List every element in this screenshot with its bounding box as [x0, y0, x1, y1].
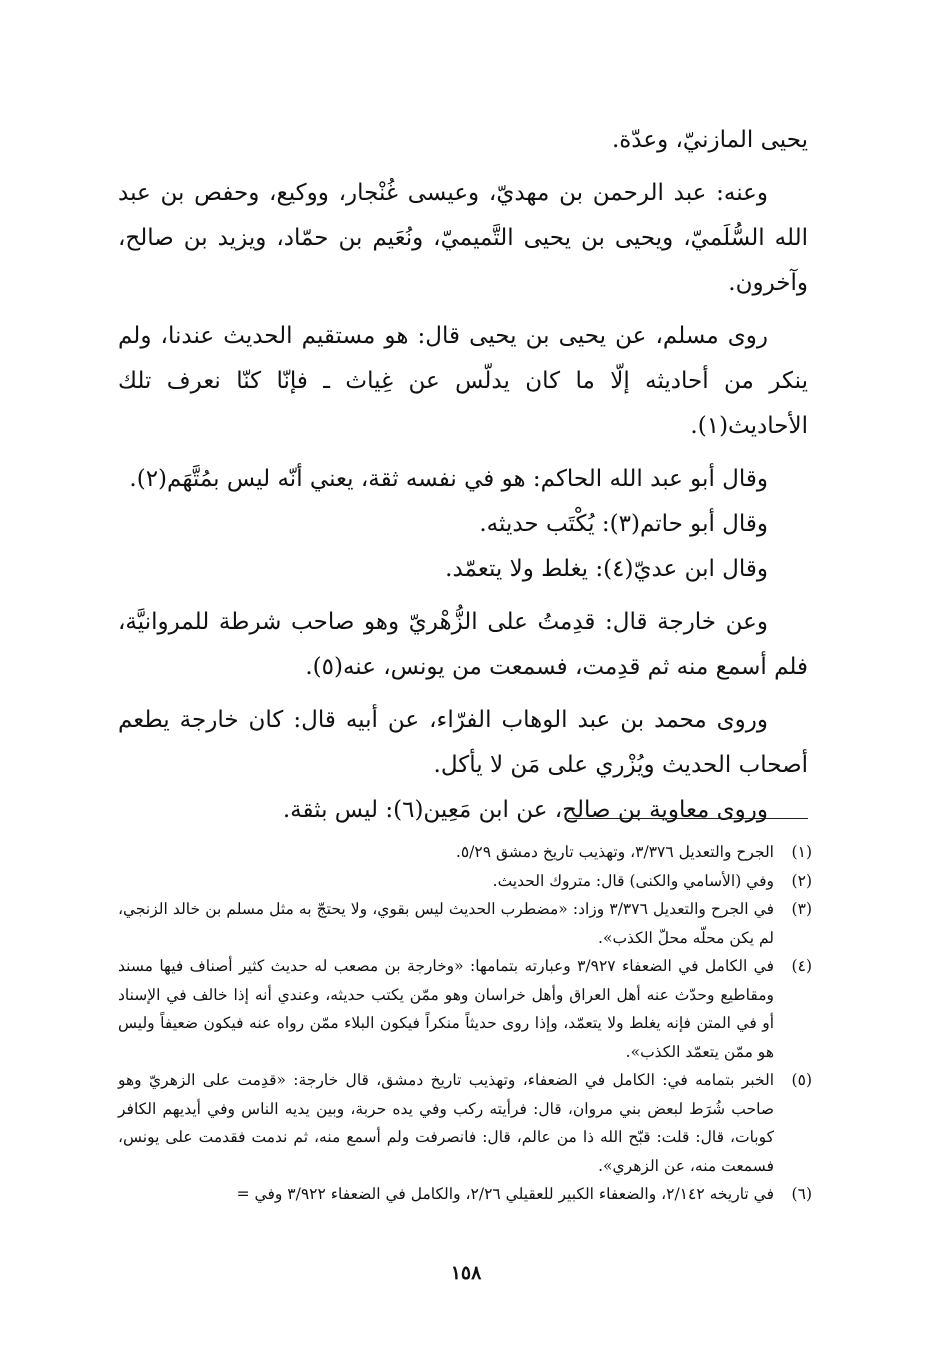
page-number: ١٥٨	[450, 1262, 482, 1284]
paragraph-4: وقال أبو عبد الله الحاكم: هو في نفسه ثقة، يعني أنّه ليس بمُتَّهَم(٢).	[129, 466, 768, 492]
footnote-text: وفي (الأسامي والكنى) قال: متروك الحديث.	[492, 871, 774, 890]
footnote-text: في الجرح والتعديل ٣/٣٧٦ وزاد: «مضطرب الحديث ليس بقوي، ولا يحتجّ به مثل مسلم بن خالد الزنجي، لم يكن محلّه محلّ الكذب».	[118, 900, 775, 947]
footnote-text: الخبر بتمامه في: الكامل في الضعفاء، وتهذيب تاريخ دمشق، قال خارجة: «قدِمت على الزهريّ وهو صاحب شُرَط لبعض بني مروان، قال: فرأيته ركب وفي يده حربة، وبين يديه الناس وفي أيديهم الكافر كوبات، قال: قلت: قبّح الله ذا من عالم، قال: فانصرفت ولم أسمع منه، ثم ندمت فقدمت على يونس، فسمعت منه، عن الزهري».	[118, 1071, 774, 1175]
paragraph-3: روى مسلم، عن يحيى بن يحيى قال: هو مستقيم الحديث عندنا، ولم ينكر من أحاديثه إلّا ما كان يدلّس عن غِياث ـ فإنّا كنّا نعرف تلك الأحاديث(١).	[118, 323, 808, 439]
footnote-text: الجرح والتعديل ٣/٣٧٦، وتهذيب تاريخ دمشق ٥/٢٩.	[455, 843, 774, 861]
paragraph-2: وعنه: عبد الرحمن بن مهديّ، وعيسى غُنْجار، ووكيع، وحفص بن عبد الله السُّلَميّ، ويحيى بن يحيى التَّميميّ، ونُعَيم بن حمّاد، ويزيد بن صالح، وآخرون.	[118, 180, 808, 296]
main-text	[118, 118, 808, 841]
footnote-separator	[568, 818, 808, 819]
paragraph-9: وروى معاوية بن صالح، عن ابن مَعِين(٦): ليس بثقة.	[282, 797, 768, 823]
footnotes	[118, 838, 812, 1209]
footnote-number: (١)	[791, 843, 812, 861]
footnote-text: في تاريخه ٢/١٤٢، والضعفاء الكبير للعقيلي ٢/٢٦، والكامل في الضعفاء ٣/٩٢٢ وفي =	[236, 1185, 774, 1203]
paragraph-1: يحيى المازنيّ، وعدّة.	[611, 127, 808, 153]
footnote-text: في الكامل في الضعفاء ٣/٩٢٧ وعبارته بتمامها: «وخارجة بن مصعب له حديث كثير أصناف فيها مسند ومقاطيع وحدّث عنه أهل العراق وأهل خراسان وهو ممّن يكتب حديثه، وعندي أنه إذا خالف في الإسناد أو في المتن فإنه يغلط ولا يتعمّد، وإذا روى حديثاً منكراً فيكون البلاء ممّن رواه عنه فيكون ضعيفاً وليس هو ممّن يتعمّد الكذب».	[118, 957, 774, 1061]
footnote-5	[118, 1066, 812, 1180]
footnote-2	[118, 867, 812, 896]
footnote-number: (٣)	[791, 900, 812, 918]
footnote-3	[118, 895, 812, 952]
paragraph-8: وروى محمد بن عبد الوهاب الفرّاء، عن أبيه قال: كان خارجة يطعم أصحاب الحديث ويُزْري على مَن لا يأكل.	[118, 707, 808, 778]
footnote-number: (٤)	[791, 957, 812, 975]
footnote-number: (٦)	[791, 1185, 812, 1203]
footnote-6	[118, 1180, 812, 1209]
paragraph-7: وعن خارجة قال: قدِمتُ على الزُّهْريّ وهو صاحب شرطة للمروانيَّة، فلم أسمع منه ثم قدِمت، فسمعت من يونس، عنه(٥).	[118, 609, 808, 680]
footnote-1	[118, 838, 812, 867]
footnote-number: (٥)	[791, 1071, 812, 1089]
paragraph-5: وقال أبو حاتم(٣): يُكْتَب حديثه.	[479, 511, 768, 537]
paragraph-6: وقال ابن عديّ(٤): يغلط ولا يتعمّد.	[445, 556, 768, 582]
footnote-4	[118, 952, 812, 1066]
footnote-number: (٢)	[791, 871, 812, 890]
